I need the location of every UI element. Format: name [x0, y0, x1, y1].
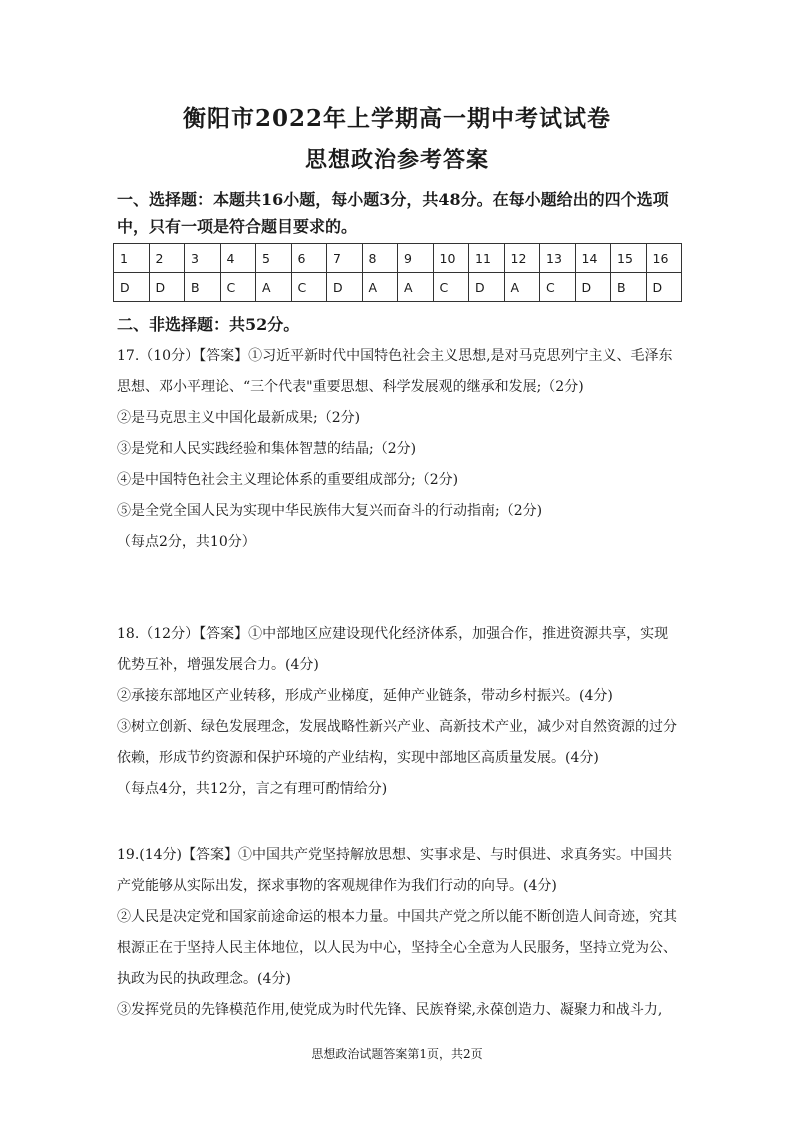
answer-cell: D [575, 273, 611, 302]
question-number-cell: 10 [433, 244, 469, 273]
q17-line: ⑤是全党全国人民为实现中华民族伟大复兴而奋斗的行动指南;（2分) [117, 503, 543, 519]
question-number-cell: 6 [291, 244, 327, 273]
question-number-cell: 11 [469, 244, 505, 273]
question-number-cell: 8 [362, 244, 398, 273]
question-number-cell: 3 [185, 244, 221, 273]
document-title: 衡阳市2022年上学期高一期中考试试卷 [182, 105, 611, 132]
answer-cell: D [469, 273, 505, 302]
q17-score-note: （每点2分，共10分） [117, 534, 256, 550]
answer-table-number-row [114, 244, 682, 273]
q17-line: 17.（10分）【答案】①习近平新时代中国特色社会主义思想,是对马克思列宁主义、毛泽东 [117, 348, 673, 364]
answer-cell: B [185, 273, 221, 302]
question-18-answer [117, 619, 697, 805]
question-number-cell: 15 [611, 244, 647, 273]
q17-line: 思想、邓小平理论、“三个代表"重要思想、科学发展观的继承和发展;（2分) [117, 379, 584, 395]
section1-heading [117, 186, 697, 240]
question-number-cell: 4 [220, 244, 256, 273]
answer-cell: D [646, 273, 682, 302]
question-number-cell: 14 [575, 244, 611, 273]
question-number-cell: 5 [256, 244, 292, 273]
q18-line: 优势互补，增强发展合力。(4分) [117, 657, 319, 673]
q18-line: ③树立创新、绿色发展理念，发展战略性新兴产业、高新技术产业，减少对自然资源的过分 [117, 719, 677, 735]
q17-line: ②是马克思主义中国化最新成果;（2分) [117, 410, 361, 426]
answer-table-answer-row [114, 273, 682, 302]
q18-score-note: （每点4分，共12分，言之有理可酌情给分) [117, 781, 388, 797]
q19-line: ③发挥党员的先锋模范作用,使党成为时代先锋、民族脊梁,永葆创造力、凝聚力和战斗力, [117, 1002, 663, 1018]
q17-line: ④是中国特色社会主义理论体系的重要组成部分;（2分) [117, 472, 459, 488]
question-number-cell: 9 [398, 244, 434, 273]
q18-line: 18.（12分）【答案】①中部地区应建设现代化经济体系，加强合作，推进资源共享，实现 [117, 626, 669, 642]
question-number-cell: 16 [646, 244, 682, 273]
q19-line: ②人民是决定党和国家前途命运的根本力量。中国共产党之所以能不断创造人间奇迹，究其 [117, 909, 677, 925]
answer-cell: A [504, 273, 540, 302]
q18-line: ②承接东部地区产业转移，形成产业梯度，延伸产业链条，带动乡村振兴。(4分) [117, 688, 613, 704]
answer-cell: C [433, 273, 469, 302]
section2-heading: 二、非选择题：共52分。 [117, 315, 300, 334]
section1-heading-line1: 一、选择题：本题共16小题，每小题3分，共48分。在每小题给出的四个选项 [117, 190, 669, 209]
section1-heading-line2: 中，只有一项是符合题目要求的。 [117, 217, 358, 236]
q17-line: ③是党和人民实践经验和集体智慧的结晶;（2分) [117, 441, 417, 457]
answer-cell: D [114, 273, 150, 302]
answer-cell: D [149, 273, 185, 302]
answer-cell: C [540, 273, 576, 302]
q19-line: 根源正在于坚持人民主体地位，以人民为中心，坚持全心全意为人民服务，坚持立党为公、 [117, 940, 677, 956]
answer-cell: A [362, 273, 398, 302]
q18-line: 依赖，形成节约资源和保护环境的产业结构，实现中部地区高质量发展。(4分) [117, 750, 599, 766]
question-17-answer [117, 341, 697, 558]
question-19-answer [117, 840, 697, 1026]
document-subtitle: 思想政治参考答案 [304, 147, 489, 173]
q19-line: 19.(14分)【答案】①中国共产党坚持解放思想、实事求是、与时俱进、求真务实。中国共 [117, 847, 673, 863]
answer-cell: A [256, 273, 292, 302]
answer-cell: C [291, 273, 327, 302]
q19-line: 执政为民的执政理念。(4分) [117, 971, 291, 987]
question-number-cell: 2 [149, 244, 185, 273]
answer-cell: D [327, 273, 363, 302]
answer-cell: A [398, 273, 434, 302]
question-number-cell: 12 [504, 244, 540, 273]
page-footer: 思想政治试题答案第1页，共2页 [311, 1047, 483, 1061]
answer-table [113, 243, 682, 302]
question-number-cell: 13 [540, 244, 576, 273]
question-number-cell: 7 [327, 244, 363, 273]
question-number-cell: 1 [114, 244, 150, 273]
answer-cell: B [611, 273, 647, 302]
answer-cell: C [220, 273, 256, 302]
q19-line: 产党能够从实际出发，探求事物的客观规律作为我们行动的向导。(4分) [117, 878, 557, 894]
